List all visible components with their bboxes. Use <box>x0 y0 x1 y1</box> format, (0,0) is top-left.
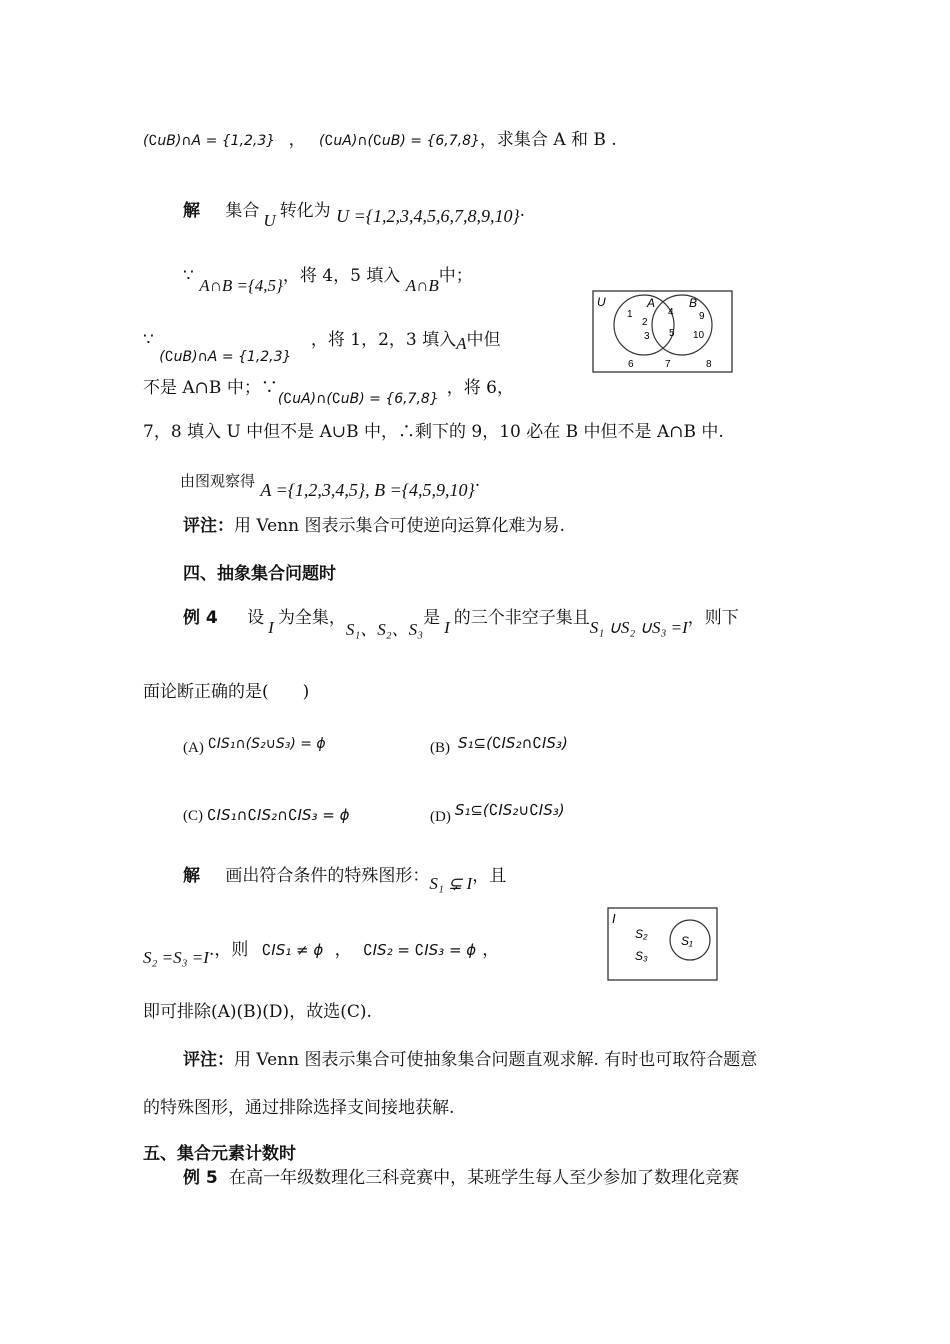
element-a-only: 1 <box>627 309 633 320</box>
formula-intersection: A∩B ={4,5} <box>199 276 283 295</box>
element-outside: 8 <box>706 359 712 370</box>
step-text-1: 不是 A∩B 中； <box>143 378 261 398</box>
solution-4-line <box>183 866 507 893</box>
option-a <box>183 733 326 756</box>
option-a-formula: ∁IS₁∩(S₂∪S₃) = ϕ <box>207 736 326 752</box>
element-outside: 7 <box>665 359 671 370</box>
element-ab: 5 <box>669 328 675 339</box>
universal-set-box <box>608 908 717 980</box>
formula-complement-union: (∁uA)∩(∁uB) = {6,7,8} <box>319 133 480 149</box>
element-ab: 4 <box>668 307 674 318</box>
because-symbol: ∵ <box>260 378 278 398</box>
step-text: 7，8 填入 U 中但不是 A∪B 中，∴剩下的 9，10 必在 B 中但不是 A∩B 中. <box>143 422 724 442</box>
observe-text: 由图观察得 <box>180 472 256 490</box>
target-a: A <box>456 334 467 353</box>
solution-4-conclusion: 即可排除(A)(B)(D)，故选(C). <box>143 1002 372 1022</box>
equal-sets-formula: S₂ =S₃ =I <box>143 948 209 967</box>
solution-text-2: 转化为 <box>279 201 331 221</box>
solution-text-2: ，且 <box>472 866 507 886</box>
subsets-list: S₁、S₂、S₃ <box>345 620 424 639</box>
option-a-label: (A) <box>183 740 204 756</box>
option-b-label: (B) <box>430 740 450 756</box>
example-4-question: 面论断正确的是( ) <box>143 682 310 702</box>
example-text-3: 是 <box>423 608 441 628</box>
example-text-5: ，则下 <box>687 608 739 628</box>
union-formula: S₁ ∪S₂ ∪S₃ =I <box>589 618 688 637</box>
set-u-symbol: U <box>263 211 276 230</box>
solution-label: 解 <box>183 866 200 886</box>
comma: ， <box>482 940 500 960</box>
solution-label: 解 <box>183 201 200 221</box>
step-text-2: 中但 <box>466 330 501 350</box>
example-label: 例 4 <box>183 608 218 628</box>
set-i-symbol-2: I <box>444 618 450 637</box>
formula-universal-set: U ={1,2,3,4,5,6,7,8,9,10} <box>336 206 520 226</box>
comment-2-continued: 的特殊图形，通过排除选择支间接地获解. <box>143 1098 455 1118</box>
label-i: I <box>612 911 616 926</box>
because-symbol: ∵ <box>183 266 194 286</box>
comment-label: 评注： <box>183 516 234 536</box>
label-b: B <box>689 296 698 310</box>
solution-text-1: 集合 <box>225 201 260 221</box>
section-4-heading: 四、抽象集合问题时 <box>183 564 336 584</box>
option-d-label: (D) <box>430 809 451 825</box>
solution-line-1 <box>183 200 526 230</box>
target-intersection: A∩B <box>405 276 439 295</box>
example-5-text: 在高一年级数理化三科竞赛中，某班学生每人至少参加了数理化竞赛 <box>229 1168 740 1188</box>
separator: ， <box>334 940 352 960</box>
formula-result-sets: A ={1,2,3,4,5}, B ={4,5,9,10} <box>260 480 475 500</box>
observe-line <box>180 470 481 500</box>
period: . <box>208 940 215 960</box>
comment-label: 评注： <box>183 1050 234 1070</box>
label-s1: S₁ <box>681 934 693 948</box>
option-d <box>430 800 565 825</box>
element-a-only: 3 <box>644 331 650 342</box>
example-text-2: 为全集， <box>277 608 346 628</box>
formula-complement-union: (∁uA)∩(∁uB) = {6,7,8} <box>277 391 439 407</box>
formula-complement-b-cap-a: (∁uB)∩A = {1,2,3} <box>159 349 292 365</box>
label-s2: S₂ <box>635 927 648 941</box>
venn-diagram-s <box>607 907 719 983</box>
example-4-line <box>183 608 739 639</box>
complement-s2-s3-formula: ∁IS₂ = ∁IS₃ = ϕ <box>363 941 477 959</box>
proper-subset-formula: S₁ ⊊ I <box>429 874 473 893</box>
set-i-symbol: I <box>268 618 274 637</box>
example-text-1: 设 <box>247 608 265 628</box>
solution-text-1: 画出符合条件的特殊图形： <box>225 866 430 886</box>
solution-4-line-2 <box>143 940 500 967</box>
period: . <box>474 471 481 491</box>
label-s3: S₃ <box>635 949 648 963</box>
comment-text: 用 Venn 图表示集合可使抽象集合问题直观求解. 有时也可取符合题意 <box>234 1050 758 1070</box>
example-5-line <box>183 1168 739 1188</box>
step-text-2: ，将 6， <box>446 378 514 398</box>
option-b-formula: S₁⊆(∁IS₂∩∁IS₃) <box>458 734 568 752</box>
step-text-1: ，将 4，5 填入 <box>282 266 401 286</box>
comment-2 <box>183 1050 757 1070</box>
option-c-label: (C) <box>183 808 203 824</box>
period: . <box>519 201 526 221</box>
option-c-formula: ∁IS₁∩∁IS₂∩∁IS₃ = ϕ <box>207 806 350 824</box>
element-b-only: 10 <box>693 330 705 341</box>
find-sets-text: ，求集合 A 和 B . <box>479 130 617 150</box>
step-text-1: ，将 1，2，3 填入 <box>310 330 457 350</box>
section-5-heading: 五、集合元素计数时 <box>143 1144 296 1164</box>
step-text-2: 中； <box>438 266 473 286</box>
example-text-4: 的三个非空子集且 <box>453 608 590 628</box>
comment-text: 用 Venn 图表示集合可使逆向运算化难为易. <box>234 516 565 536</box>
step-line-1 <box>183 266 473 295</box>
option-b <box>430 733 568 756</box>
label-u: U <box>597 295 606 309</box>
because-symbol: ∵ <box>143 330 154 350</box>
element-outside: 6 <box>628 359 634 370</box>
label-a: A <box>647 296 656 310</box>
element-b-only: 9 <box>699 311 705 322</box>
venn-diagram-ab <box>592 290 734 374</box>
option-d-formula: S₁⊆(∁IS₂∪∁IS₃) <box>454 801 565 819</box>
comment-1 <box>183 516 565 536</box>
element-a-only: 2 <box>642 317 648 328</box>
solution-text-then: ，则 <box>214 940 249 960</box>
example-label: 例 5 <box>183 1168 218 1188</box>
option-c <box>183 805 349 825</box>
given-line <box>143 130 617 150</box>
step-line-4 <box>143 422 724 442</box>
formula-complement-b-cap-a: (∁uB)∩A = {1,2,3} <box>143 133 276 149</box>
separator: ， <box>288 130 306 150</box>
complement-s1-formula: ∁IS₁ ≠ ϕ <box>261 941 324 959</box>
